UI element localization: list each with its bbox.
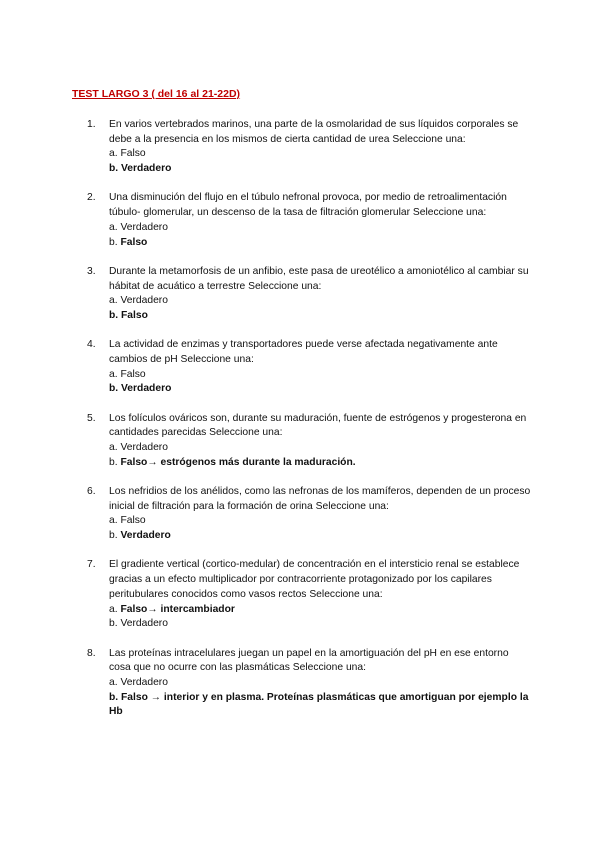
- question-text: En varios vertebrados marinos, una parte de la osmolaridad de sus líquidos corporales se debe a la presencia en los mismos de cierta cantidad de urea Seleccione una:: [109, 119, 519, 145]
- answer-bold: b. Falso → interior y en plasma. Proteínas plasmáticas que amortiguan por ejemplo la Hb: [109, 691, 529, 718]
- question-text: Los folículos ováricos son, durante su maduración, fuente de estrógenos y progesterona en cantidades parecidas Seleccione una:: [109, 412, 527, 439]
- answer-bold: b. Falso: [109, 309, 148, 321]
- question-6: [87, 485, 532, 544]
- option-b: [109, 382, 532, 397]
- question-number: 8.: [87, 647, 96, 659]
- question-7: [87, 558, 532, 632]
- option-a: a. Verdadero: [109, 442, 168, 454]
- option-b: b. Falso→ estrógenos más durante la maduración.: [109, 456, 356, 468]
- question-4: [87, 338, 532, 397]
- question-number: 2.: [87, 192, 96, 204]
- question-text: La actividad de enzimas y transportadores puede verse afectada negativamente ante cambios de pH Seleccione una:: [109, 339, 498, 365]
- option-b: b. Verdadero: [109, 618, 168, 630]
- option-b: [109, 162, 532, 177]
- question-8: [87, 647, 532, 721]
- question-list: [87, 118, 532, 735]
- option-a: a. Verdadero: [109, 676, 168, 688]
- answer-bold: Falso: [120, 236, 148, 248]
- question-number: 4.: [87, 339, 96, 351]
- document-title: TEST LARGO 3 ( del 16 al 21-22D): [72, 88, 241, 100]
- question-3: [87, 265, 532, 324]
- option-b: b. Falso: [109, 236, 148, 248]
- question-text: Durante la metamorfosis de un anfibio, este pasa de ureotélico a amoniotélico al cambiar su hábitat de acuático a terrestre Seleccione una:: [109, 265, 529, 292]
- question-number: 6.: [87, 486, 96, 498]
- question-number: 1.: [87, 119, 96, 130]
- answer-bold: b. Verdadero: [109, 163, 172, 175]
- answer-bold: Falso→ intercambiador: [120, 603, 235, 615]
- option-b: [109, 309, 532, 324]
- question-2: [87, 191, 532, 250]
- option-a: a. Falso: [109, 148, 146, 160]
- question-number: 7.: [87, 559, 96, 571]
- question-1: [87, 118, 532, 177]
- question-text: Las proteínas intracelulares juegan un papel en la amortiguación del pH en ese entorno cosa que no ocurre con las plasmáticas Seleccione una:: [109, 647, 509, 674]
- option-a: a. Verdadero: [109, 295, 168, 307]
- option-a: a. Falso: [109, 368, 146, 380]
- question-text: Una disminución del flujo en el túbulo nefronal provoca, por medio de retroalimentación túbulo- glomerular, un descenso de la tasa de filtración glomerular Seleccione una:: [109, 192, 507, 219]
- question-text: El gradiente vertical (cortico-medular) de concentración en el intersticio renal se establece gracias a un efecto multiplicador por contracorriente protagonizado por los capilares peritubulares conocidos como vasos rectos Seleccione una:: [109, 559, 520, 600]
- option-a: a. Falso→ intercambiador: [109, 603, 235, 615]
- option-b: [109, 691, 532, 720]
- question-text: Los nefridios de los anélidos, como las nefronas de los mamíferos, dependen de un proceso inicial de filtración para la formación de orina Seleccione una:: [109, 486, 531, 512]
- question-number: 3.: [87, 265, 96, 277]
- answer-bold: Falso→ estrógenos más durante la maduración.: [120, 456, 356, 468]
- option-b: b. Verdadero: [109, 530, 171, 542]
- option-a: a. Falso: [109, 515, 146, 527]
- question-5: [87, 412, 532, 471]
- question-number: 5.: [87, 412, 96, 424]
- answer-bold: b. Verdadero: [109, 383, 172, 395]
- option-a: a. Verdadero: [109, 221, 168, 233]
- answer-bold: Verdadero: [120, 530, 171, 542]
